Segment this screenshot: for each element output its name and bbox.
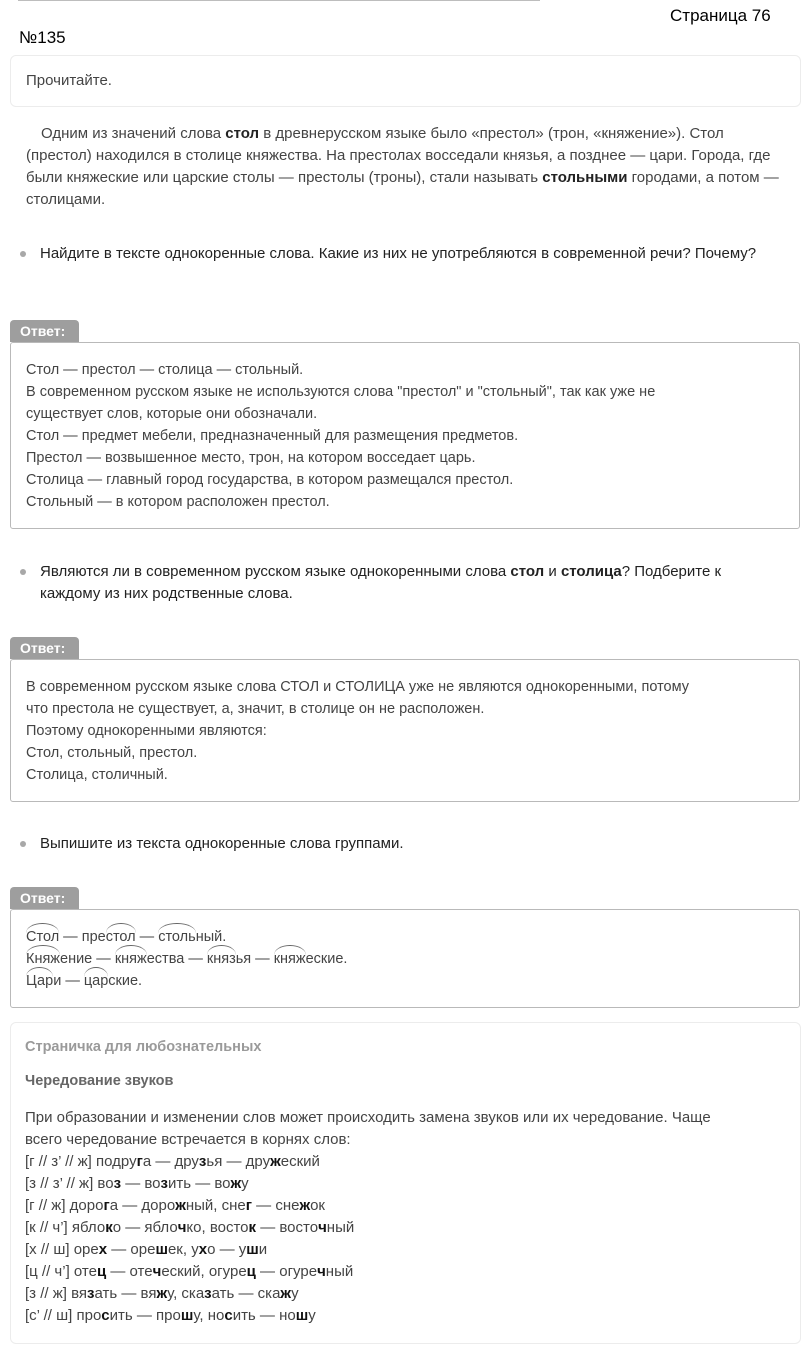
row-text: [ц // ч’] оте (25, 1263, 97, 1280)
answer-label: Ответ: (10, 887, 79, 909)
answer-line: Столица, столичный. (26, 767, 168, 783)
alternation-row (25, 1151, 786, 1173)
answer-line: Стол — предмет мебели, предназначенный для размещения предметов. (26, 428, 519, 444)
question-2-text: и (544, 563, 561, 580)
row-text: [к // ч’] ябло (25, 1219, 106, 1236)
alternation-list (25, 1151, 786, 1327)
alternation-row (25, 1173, 786, 1195)
answer-line: Стол, стольный, престол. (26, 745, 198, 761)
alternating-letter: ж (175, 1197, 186, 1214)
dash: — (61, 973, 84, 989)
root-mark: столь (158, 926, 196, 948)
word-ending: ские. (108, 973, 143, 989)
row-text: у (241, 1175, 249, 1192)
word-ending: ества (146, 951, 185, 967)
answer-line: В современном русском языке не используются слова "престол" и "стольный", так как уже не (26, 384, 656, 400)
dash: — (92, 951, 115, 967)
word-ending: и (53, 973, 62, 989)
question-2-word-stolitsa: столица (560, 563, 622, 580)
dash: — (135, 929, 159, 945)
row-text: ок (310, 1197, 325, 1214)
row-text: ать — вя (94, 1285, 157, 1302)
alternating-letter: ж (299, 1197, 311, 1214)
prefix: пре (81, 929, 106, 945)
row-text: — во (121, 1175, 161, 1192)
row-text: ный, сне (185, 1197, 246, 1214)
instruction-card (10, 55, 801, 107)
answer-line: В современном русском языке слова СТОЛ и СТОЛИЦА уже не являются однокоренными, потому (26, 679, 689, 695)
row-text: — восто (256, 1219, 319, 1236)
answer-label: Ответ: (10, 320, 79, 342)
root-mark: цар (84, 970, 108, 992)
alternating-letter: ц (96, 1263, 107, 1280)
passage-word-stol: стол (225, 125, 260, 142)
info-subheading: Чередование звуков (25, 1073, 174, 1089)
row-text: а — дру (142, 1153, 199, 1170)
word-ending: ение (60, 951, 93, 967)
word-ending: ный. (195, 929, 227, 945)
bullet-icon (20, 251, 26, 257)
root-mark: стол (106, 926, 136, 948)
answer-line: Столица — главный город государства, в котором размещался престол. (26, 472, 514, 488)
info-text (25, 1107, 786, 1327)
alternating-letter: к (248, 1219, 257, 1236)
question-3-text: Выпишите из текста однокоренные слова группами. (40, 835, 404, 852)
alternating-letter: х (98, 1241, 108, 1258)
row-text: у, но (193, 1307, 225, 1324)
row-text: — оте (106, 1263, 153, 1280)
bullet-icon (20, 841, 26, 847)
row-text: — оре (107, 1241, 156, 1258)
row-text: еский (280, 1153, 320, 1170)
question-1 (20, 243, 780, 265)
row-text: ек, у (167, 1241, 199, 1258)
row-text: [х // ш] оре (25, 1241, 99, 1258)
question-2-text: Являются ли в современном русском языке однокоренными слова (40, 563, 511, 580)
alternating-letter: ж (156, 1285, 168, 1302)
answer-3-box (10, 909, 800, 1008)
row-text: [г // ж] доро (25, 1197, 104, 1214)
word-ending: ья (235, 951, 252, 967)
alternating-letter: ш (180, 1307, 194, 1324)
word-group-row (26, 926, 784, 948)
alternation-row (25, 1217, 786, 1239)
root-mark: Княж (26, 948, 60, 970)
alternating-letter: х (198, 1241, 208, 1258)
row-text: ный (325, 1263, 354, 1280)
root-mark: княж (115, 948, 147, 970)
alternating-letter: ч (177, 1219, 187, 1236)
alternating-letter: з (204, 1285, 212, 1302)
row-text: ко, восто (186, 1219, 249, 1236)
row-text: [з // ж] вя (25, 1285, 88, 1302)
alternating-letter: з (198, 1153, 207, 1170)
alternating-letter: г (103, 1197, 110, 1214)
row-text: [с’ // ш] про (25, 1307, 102, 1324)
row-text: ья — дру (206, 1153, 271, 1170)
passage-text: городами, а потом — столицами. (26, 169, 779, 208)
row-text: у (308, 1307, 316, 1324)
word-ending: еские. (305, 951, 348, 967)
row-text: ать — ска (211, 1285, 281, 1302)
alternating-letter: ш (155, 1241, 168, 1258)
answer-1-box (10, 342, 800, 529)
alternating-letter: з (160, 1175, 168, 1192)
answer-label: Ответ: (10, 637, 79, 659)
row-text: ить — но (232, 1307, 296, 1324)
row-text: еский, огуре (161, 1263, 247, 1280)
root-mark: Цар (26, 970, 53, 992)
row-text: о — у (207, 1241, 247, 1258)
alternation-row (25, 1283, 786, 1305)
dash: — (184, 951, 207, 967)
question-2 (20, 561, 780, 605)
alternating-letter: ж (280, 1285, 292, 1302)
alternation-row (25, 1305, 786, 1327)
alternating-letter: ж (270, 1153, 281, 1170)
bullet-icon (20, 569, 26, 575)
info-heading: Страничка для любознательных (25, 1039, 262, 1055)
alternating-letter: ч (152, 1263, 162, 1280)
alternating-letter: г (245, 1197, 252, 1214)
answer-line: что престола не существует, а, значит, в столице он не расположен. (26, 701, 485, 717)
word-group-row (26, 970, 784, 992)
row-text: а — доро (109, 1197, 176, 1214)
word-group-row (26, 948, 784, 970)
info-intro-line: всего чередование встречается в корнях слов: (25, 1131, 351, 1148)
alternating-letter: ш (246, 1241, 259, 1258)
top-divider (18, 0, 540, 1)
passage-text: в древнерусском языке было «престол» (трон, «княжение»). Стол (престол) находился в столице княжества. На престолах восседали князья, а позднее — цари. Города, где были княжеские или царские столы — престолы (троны), стали называть (26, 125, 771, 186)
question-2-text: ? Подберите к каждому из них родственные слова. (40, 563, 722, 602)
info-intro-line: При образовании и изменении слов может происходить замена звуков или их чередование. Чаще (25, 1109, 711, 1126)
answer-line: Престол — возвышенное место, трон, на котором восседает царь. (26, 450, 476, 466)
question-1-text: Найдите в тексте однокоренные слова. Какие из них не употребляются в современной речи? Почему? (40, 245, 757, 262)
instruction-text: Прочитайте. (26, 72, 112, 89)
answer-line: существует слов, которые они обозначали. (26, 406, 318, 422)
alternating-letter: ч (318, 1219, 327, 1236)
alternation-row (25, 1239, 786, 1261)
alternating-letter: с (101, 1307, 110, 1324)
alternation-row (25, 1195, 786, 1217)
row-text: ить — во (167, 1175, 231, 1192)
alternating-letter: з (113, 1175, 122, 1192)
root-mark: Стол (26, 926, 59, 948)
root-mark: княж (274, 948, 306, 970)
alternating-letter: ц (246, 1263, 256, 1280)
row-text: и (258, 1241, 268, 1258)
answer-line: Поэтому однокоренными являются: (26, 723, 267, 739)
alternation-row (25, 1261, 786, 1283)
question-3 (20, 833, 780, 855)
row-text: — огуре (255, 1263, 318, 1280)
question-2-word-stol: стол (510, 563, 545, 580)
dash: — (251, 951, 274, 967)
task-number: №135 (19, 28, 66, 47)
row-text: [з // з’ // ж] во (25, 1175, 114, 1192)
alternating-letter: з (87, 1285, 95, 1302)
row-text: у (291, 1285, 299, 1302)
row-text: ный (326, 1219, 355, 1236)
passage-text: Одним из значений слова (41, 125, 226, 142)
alternating-letter: г (136, 1153, 143, 1170)
answer-2-box (10, 659, 800, 802)
alternating-letter: с (224, 1307, 233, 1324)
row-text: — сне (251, 1197, 300, 1214)
row-text: у, ска (167, 1285, 205, 1302)
dash: — (59, 929, 82, 945)
row-text: о — ябло (112, 1219, 178, 1236)
curious-page-card (10, 1022, 801, 1344)
row-text: [г // з’ // ж] подру (25, 1153, 137, 1170)
alternating-letter: ж (230, 1175, 242, 1192)
page-number: Страница 76 (670, 6, 771, 25)
answer-line: Стольный — в котором расположен престол. (26, 494, 330, 510)
answer-line: Стол — престол — столица — стольный. (26, 362, 304, 378)
passage-word-stolnymi: стольными (542, 169, 628, 186)
alternating-letter: ч (317, 1263, 326, 1280)
row-text: ить — про (109, 1307, 181, 1324)
alternating-letter: ш (295, 1307, 309, 1324)
root-mark: княз (207, 948, 236, 970)
alternating-letter: к (105, 1219, 113, 1236)
reading-passage (26, 123, 786, 211)
